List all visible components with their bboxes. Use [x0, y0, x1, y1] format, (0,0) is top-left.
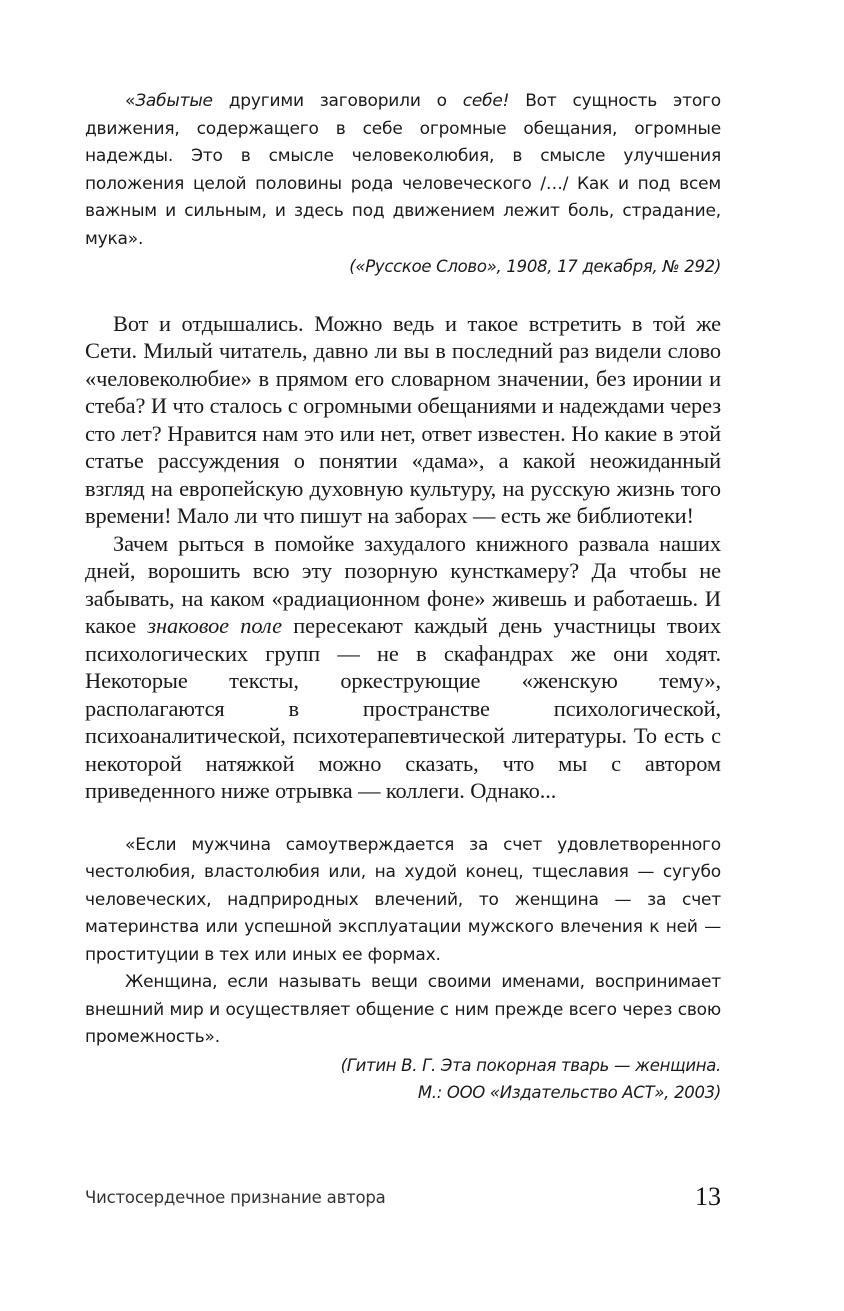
quote-citation-line: М.: ООО «Издательство АСТ», 2003): [417, 1083, 721, 1102]
quote-paragraph: «Забытые другими заговорили о себе! Вот сущность этого движения, содержащего в себе огромные обещания, огромные надежды. Это в смысле человеколюбия, в смысле улучшения положения целой половины рода человеческого /…/ Как и под всем важным и сильным, и здесь под движением лежит боль, страдание, мука».: [85, 91, 721, 249]
body-italic-phrase: знаковое поле: [147, 613, 282, 638]
page-content: [85, 88, 721, 1107]
quote-italic-word: Забытые: [135, 91, 213, 111]
body-paragraph: Вот и отдышались. Можно ведь и такое встретить в той же Сети. Милый читатель, давно ли вы в последний раз видели слово «человеколюбие» в прямом его словарном значении, без иронии и стеба? И что сталось с огромными обещаниями и надеждами через сто лет? Нравится нам это или нет, ответ известен. Но какие в этой статье рассуждения о понятии «дама», а какой неожиданный взгляд на европейскую духовную культуру, на русскую жизнь того времени! Мало ли что пишут на заборах — есть же библиотеки!: [85, 310, 721, 528]
quote-citation-line: (Гитин В. Г. Эта покорная тварь — женщина.: [340, 1055, 721, 1075]
epigraph-quote-russkoe-slovo: [85, 88, 721, 281]
quote-paragraph: Женщина, если называть вещи своими именами, воспринимает внешний мир и осуществляет общение с ним прежде всего через свою промежность».: [85, 972, 721, 1047]
running-head: Чистосердечное признание автора: [85, 1188, 386, 1207]
quote-italic-word: себе!: [462, 91, 510, 111]
main-text: [85, 310, 721, 805]
page-number: 13: [695, 1182, 721, 1211]
quote-gitin: [85, 832, 721, 1107]
quote-citation: («Русское Слово», 1908, 17 декабря, № 292): [349, 257, 721, 276]
body-paragraph: Зачем рыться в помойке захудалого книжного развала наших дней, ворошить всю эту позорную кунсткамеру? Да чтобы не забывать, на каком «радиационном фоне» живешь и работаешь. И какое знаковое поле пересекают каждый день участницы твоих психологических групп — не в скафандрах же они ходят. Некоторые тексты, оркеструющие «женскую тему», располагаются в пространстве психологической, психоаналитической, психотерапевтической литературы. То есть с некоторой натяжкой можно сказать, что мы с автором приведенного ниже отрывка — коллеги. Однако...: [85, 530, 722, 803]
page-footer: [85, 1184, 721, 1216]
quote-paragraph: «Если мужчина самоутверждается за счет удовлетворенного честолюбия, властолюбия или, на худой конец, тщеславия — сугубо человеческих, надприродных влечений, то женщина — за счет материнства или успешной эксплуатации мужского влечения к ней — проституции в тех или иных ее формах.: [85, 834, 721, 965]
